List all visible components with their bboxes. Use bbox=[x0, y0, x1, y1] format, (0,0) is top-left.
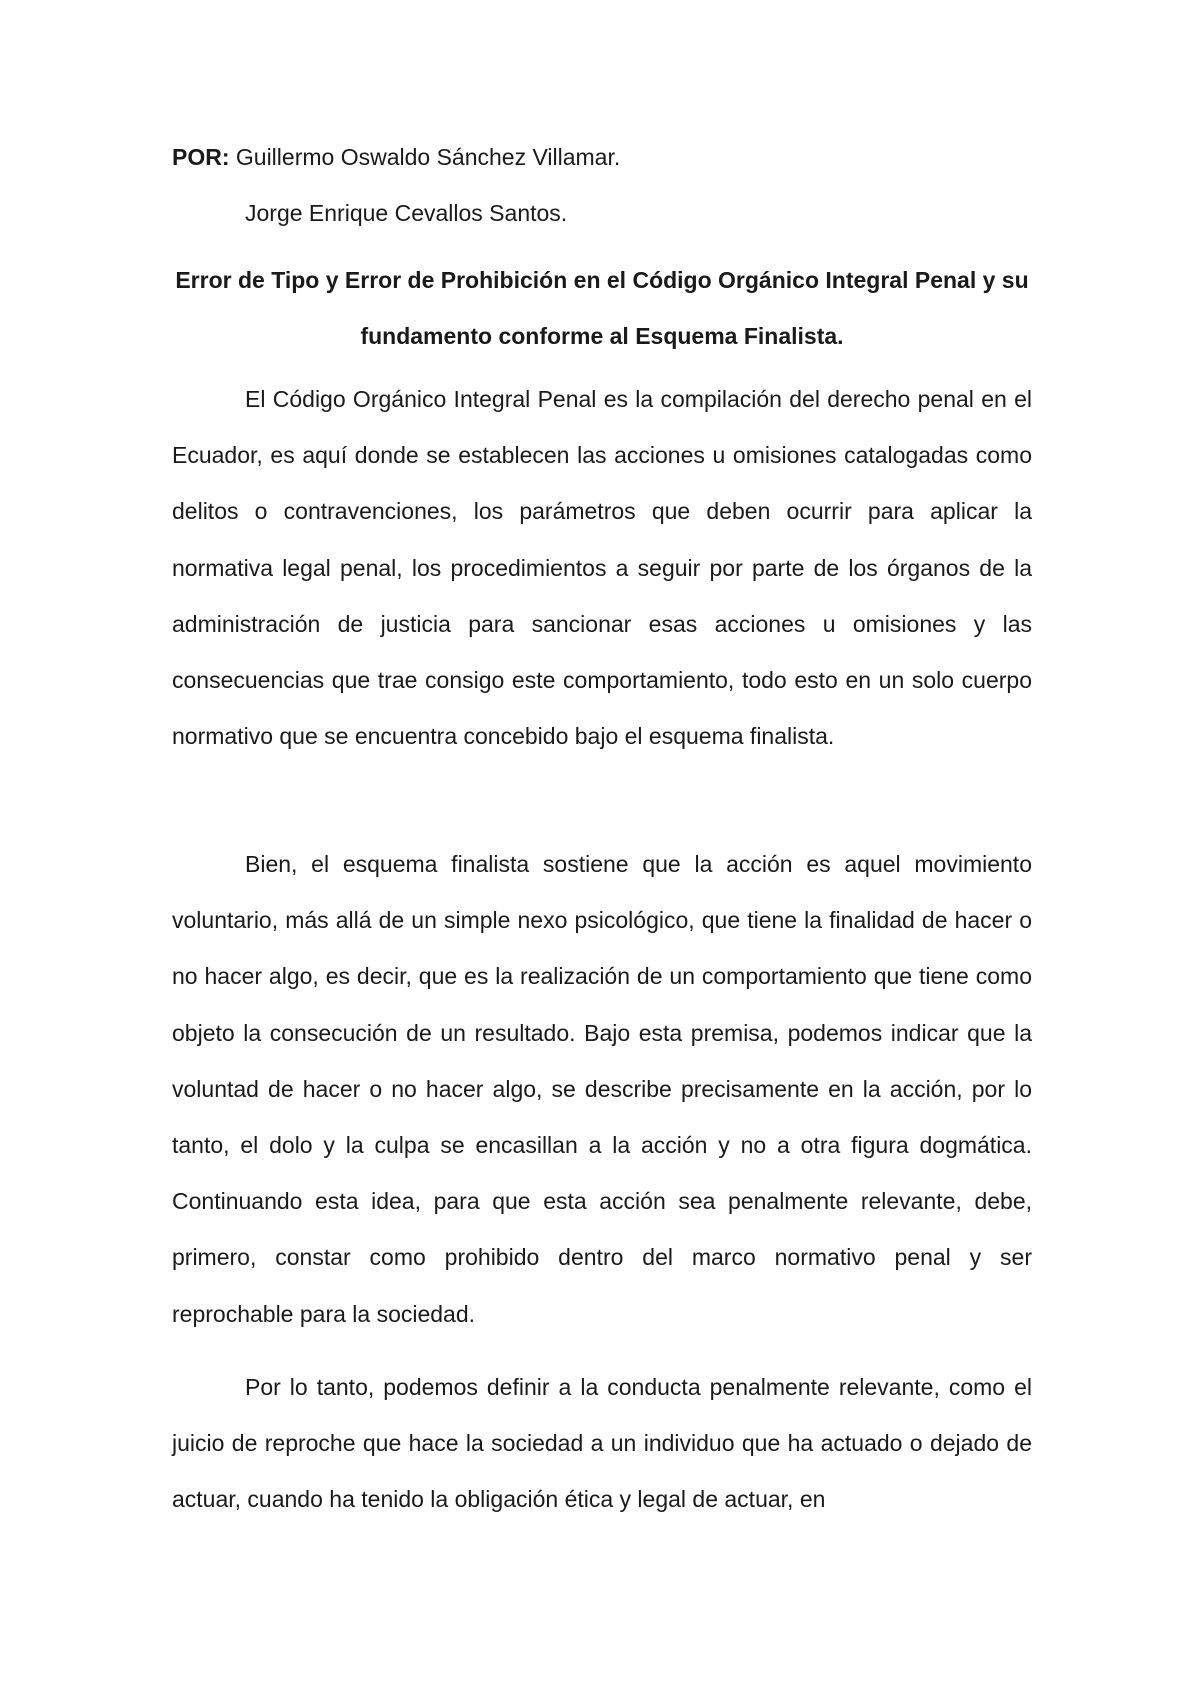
author-line-1 bbox=[172, 142, 620, 172]
body-paragraph-1: El Código Orgánico Integral Penal es la compilación del derecho penal en el Ecuador, es aquí donde se establecen las acciones u omisiones catalogadas como delitos o contravenciones, los parámetros que deben ocurrir para aplicar la normativa legal penal, los procedimientos a seguir por parte de los órganos de la administración de justicia para sancionar esas acciones u omisiones y las consecuencias que trae consigo este comportamiento, todo esto en un solo cuerpo normativo que se encuentra concebido bajo el esquema finalista. bbox=[172, 386, 1032, 750]
document-title: Error de Tipo y Error de Prohibición en el Código Orgánico Integral Penal y su fundamento conforme al Esquema Finalista. bbox=[175, 267, 1029, 349]
body-paragraph-3: Por lo tanto, podemos definir a la conducta penalmente relevante, como el juicio de reproche que hace la sociedad a un individuo que ha actuado o dejado de actuar, cuando ha tenido la obligación ética y legal de actuar, en bbox=[172, 1374, 1032, 1513]
author-line-2 bbox=[245, 198, 567, 228]
body-paragraph-2: Bien, el esquema finalista sostiene que la acción es aquel movimiento voluntario, más allá de un simple nexo psicológico, que tiene la finalidad de hacer o no hacer algo, es decir, que es la realización de un comportamiento que tiene como objeto la consecución de un resultado. Bajo esta premisa, podemos indicar que la voluntad de hacer o no hacer algo, se describe precisamente en la acción, por lo tanto, el dolo y la culpa se encasillan a la acción y no a otra figura dogmática. Continuando esta idea, para que esta acción sea penalmente relevante, debe, primero, constar como prohibido dentro del marco normativo penal y ser reprochable para la sociedad. bbox=[172, 851, 1032, 1327]
author-name-2: Jorge Enrique Cevallos Santos. bbox=[245, 200, 568, 226]
author-label: POR: bbox=[172, 144, 230, 170]
author-name-1: Guillermo Oswaldo Sánchez Villamar. bbox=[235, 144, 621, 170]
